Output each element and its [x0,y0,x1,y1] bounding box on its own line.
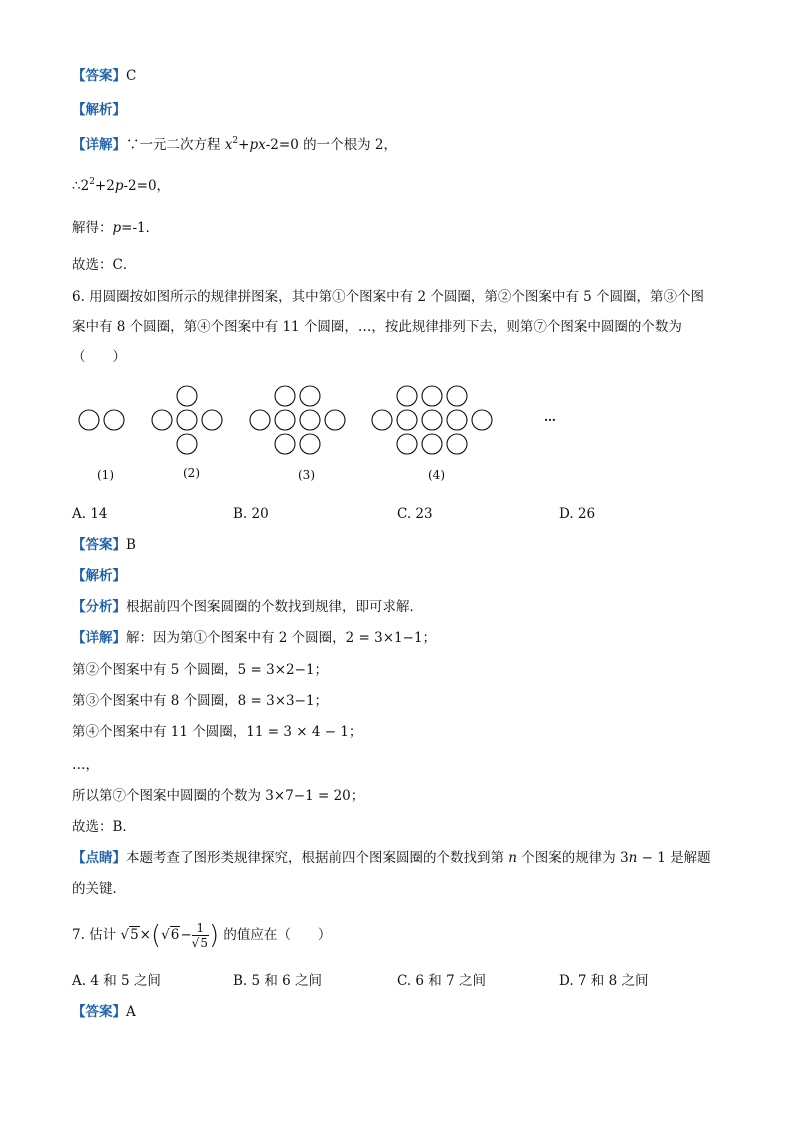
q6-detail-line-2: 第②个图案中有 5 个圆圈，5 = 3×2−1； [72,662,329,678]
q6-answer-line [72,535,136,555]
var-p: p [114,178,124,194]
var-x: x [224,137,233,153]
q5-step1-line [72,176,170,196]
solve-text: =-1． [121,220,160,236]
answer-tag: 【答案】 [72,537,126,553]
q5-answer-line [72,66,136,86]
q6-detail-line-5: …， [72,757,99,773]
q7-stem-line [72,920,331,951]
answer-value: A [126,1004,136,1020]
q6-option-a: A. 14 [72,506,108,522]
step-text: +2 [94,178,115,194]
figure-label-4: (4) [428,468,445,482]
detail-text: 解：因为第①个图案中有 2 个圆圈，2 = 3×1−1； [126,630,437,646]
q5-choose-line: 故选：C． [72,257,137,273]
dianjing-tag: 【点睛】 [72,850,126,866]
right-paren: ) [208,920,220,951]
exponent: 2 [89,177,95,187]
q6-detail-line-4: 第④个图案中有 11 个圆圈，11 = 3 × 4 − 1； [72,724,363,740]
q6-option-b: B. 20 [233,506,269,522]
figure-label-1: (1) [97,468,114,482]
q6-detail-line-1 [72,628,436,648]
q7-stem-text: 7. 估计 [72,927,121,943]
q6-dianjing-line-2: 的关键． [72,881,126,897]
fenxi-text: 根据前四个图案圆圈的个数找到规律，即可求解． [126,599,423,615]
pattern-4 [372,386,492,454]
times-sign: × [139,927,151,943]
var-p: p [112,220,122,236]
left-paren: ( [150,920,162,951]
q7-option-d: D. 7 和 8 之间 [559,973,649,989]
detail-tag: 【详解】 [72,137,126,153]
q6-detail-line-7: 故选：B． [72,819,136,835]
step-text: -2=0， [123,178,171,194]
pattern-ellipsis: … [544,410,556,424]
figure-label-3: (3) [298,468,315,482]
q5-detail-line [72,135,397,155]
var-n: n [508,850,517,866]
dianjing-text: 本题考查了图形类规律探究，根据前四个图案圆圈的个数找到第 [126,850,509,866]
q6-option-d: D. 26 [559,506,596,522]
equation-rest: -2=0 [265,137,299,153]
q7-option-a: A. 4 和 5 之间 [72,973,161,989]
fenxi-tag: 【分析】 [72,599,126,615]
figure-label-2: (2) [183,466,200,480]
analysis-tag: 【解析】 [72,568,126,584]
var-px: px [249,137,266,153]
analysis-tag: 【解析】 [72,102,126,118]
q6-stem-line-3: （ ） [72,349,126,365]
q6-stem-line-1: 6. 用圆圈按如图所示的规律拼图案，其中第①个图案中有 2 个圆圈，第②个图案中有 5 个圆圈，第③个图 [72,289,705,305]
q7-option-b: B. 5 和 6 之间 [233,973,323,989]
dianjing-text: − 1 是解题 [637,850,711,866]
detail-text-end: 的一个根为 2， [298,137,397,153]
minus-sign: − [180,927,192,943]
q6-fenxi-line [72,597,423,617]
q5-solve-line [72,218,159,238]
detail-tag: 【详解】 [72,630,126,646]
answer-value: C [126,68,137,84]
q6-option-c: C. 23 [397,506,433,522]
answer-tag: 【答案】 [72,68,126,84]
sqrt-5: √5 [120,927,139,943]
dianjing-text: 个图案的规律为 3 [517,850,629,866]
step-text: ∴2 [72,178,90,194]
detail-text: ∵一元二次方程 [126,137,225,153]
q6-stem-line-2: 案中有 8 个圆圈，第④个图案中有 11 个圆圈，…，按此规律排列下去，则第⑦个图案中圆圈的个数为 [72,319,682,335]
q6-analysis-line [72,566,126,586]
exponent: 2 [232,136,239,146]
var-n: n [628,850,638,866]
pattern-2 [152,386,222,454]
answer-value: B [126,537,136,553]
q6-detail-line-3: 第③个图案中有 8 个圆圈，8 = 3×3−1； [72,693,329,709]
sqrt-6: √6 [161,927,180,943]
plus-sign: + [238,137,250,153]
q7-option-c: C. 6 和 7 之间 [397,973,486,989]
q6-dianjing-line-1 [72,848,711,868]
q6-detail-line-6: 所以第⑦个图案中圆圈的个数为 3×7−1 = 20； [72,788,365,804]
q5-analysis-line [72,100,126,120]
pattern-3 [250,386,345,454]
answer-tag: 【答案】 [72,1004,126,1020]
circle-pattern-figure [72,380,556,494]
solve-text: 解得： [72,220,113,236]
q7-answer-line [72,1002,136,1022]
q7-stem-text-end: 的值应在（ ） [219,927,332,943]
pattern-1 [79,410,124,430]
fraction-one-over-sqrt5: $\frac{1}{√5}$ [191,920,208,950]
